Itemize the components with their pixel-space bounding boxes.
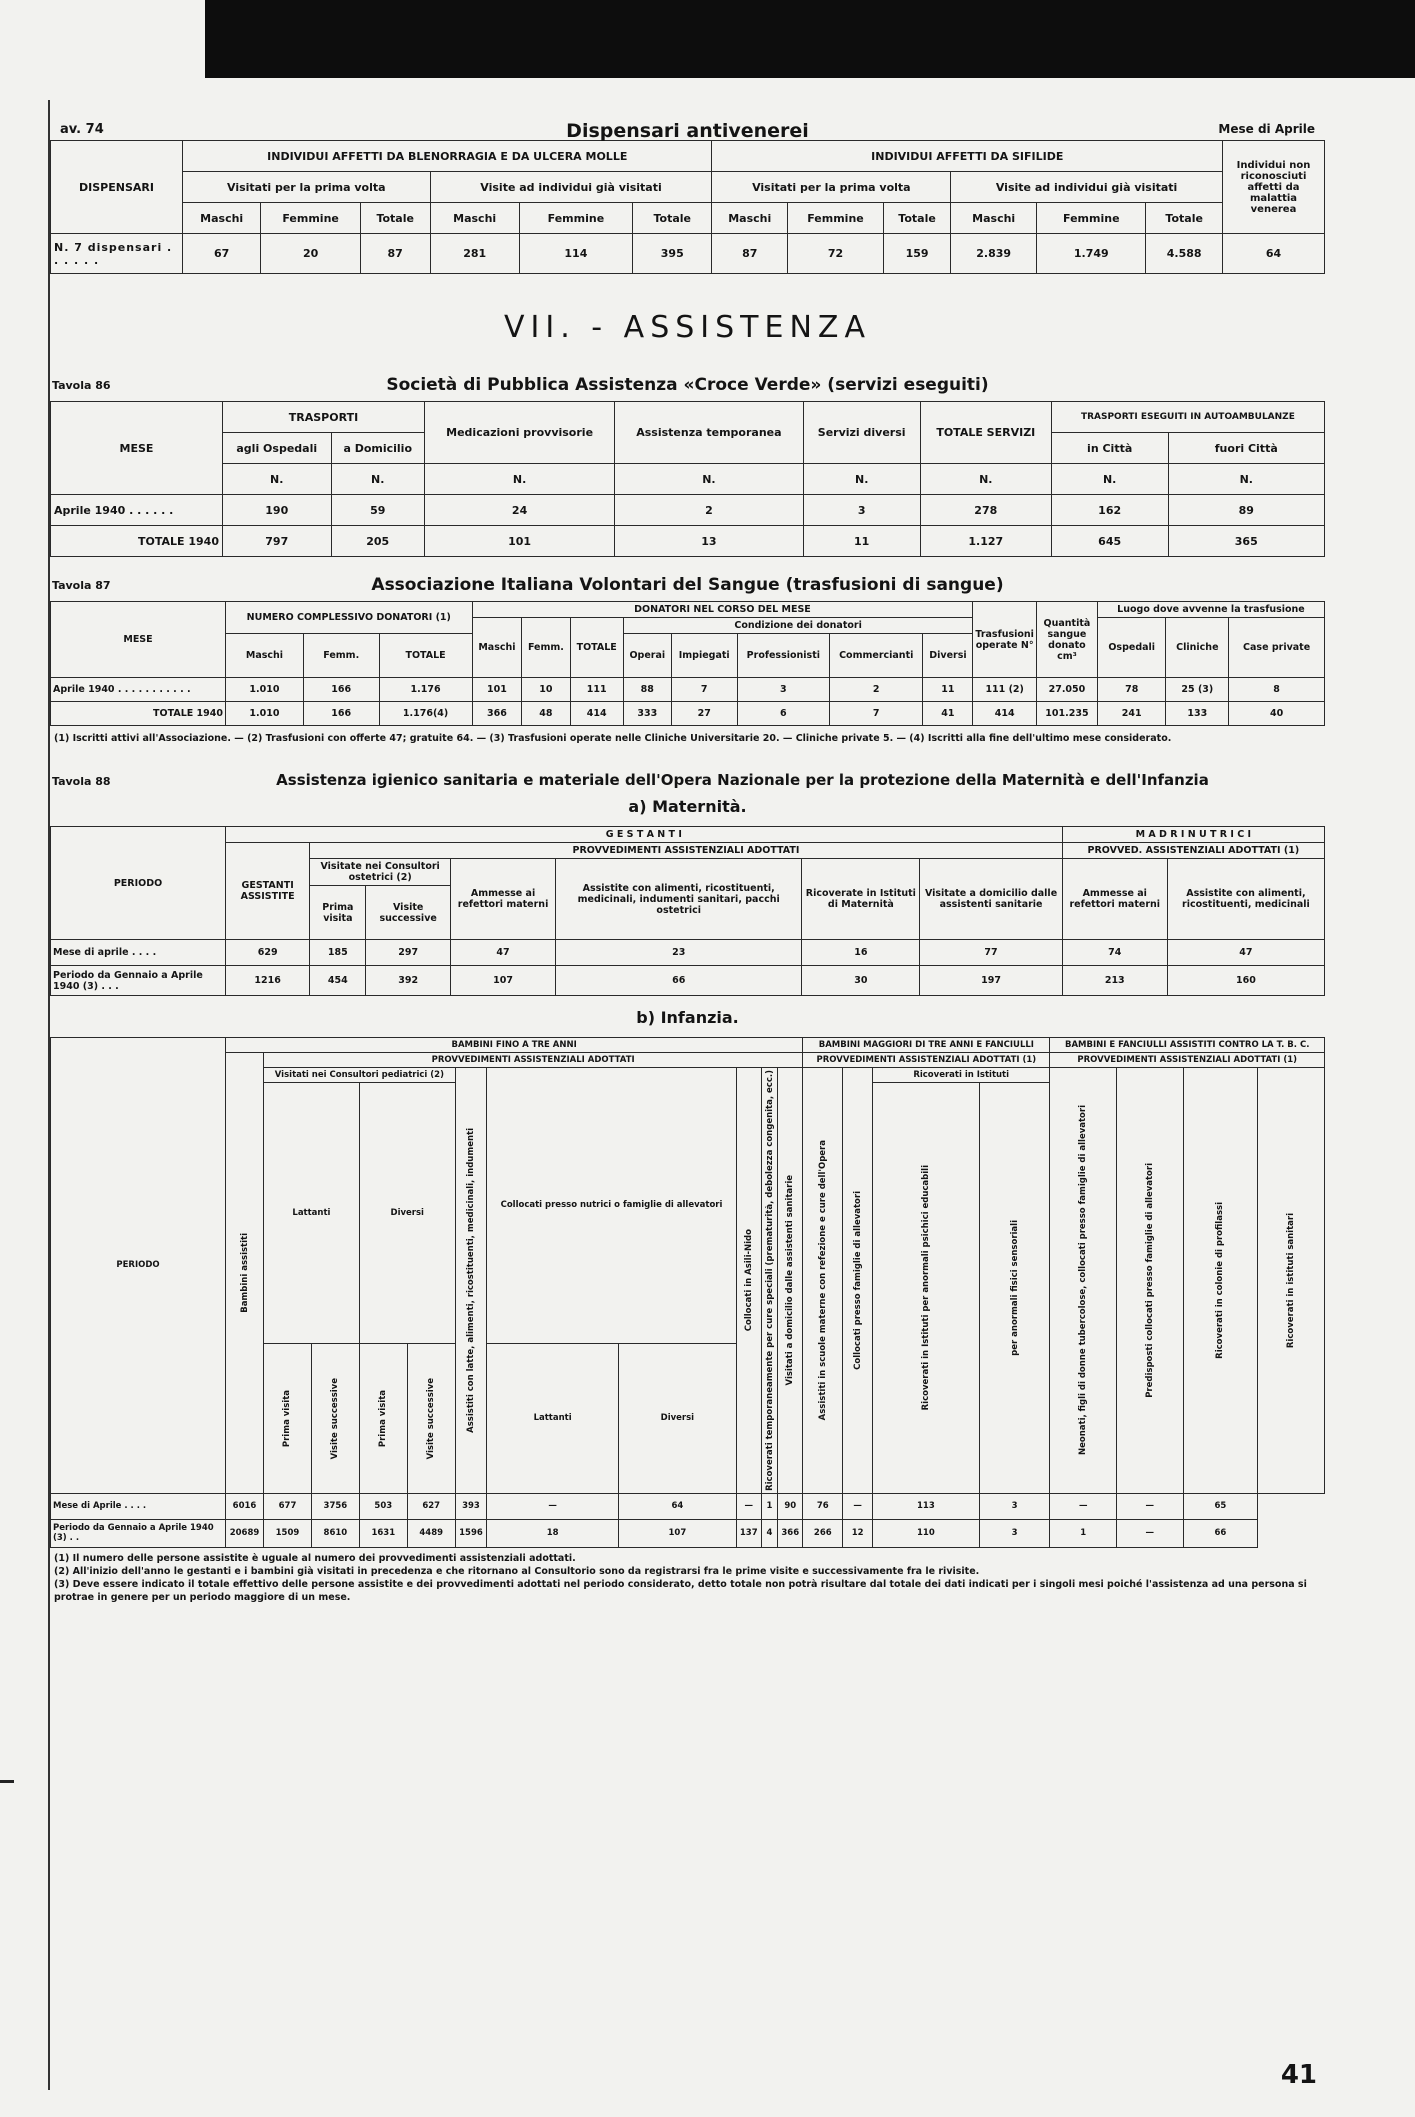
col-diversi: Diversi <box>923 634 973 678</box>
col-ospedali: agli Ospedali <box>223 433 332 464</box>
col-commercianti: Commercianti <box>830 634 923 678</box>
cell: 6016 <box>226 1493 264 1519</box>
table-title: Società di Pubblica Assistenza «Croce Verde» (servizi eseguiti) <box>386 375 989 395</box>
table-row <box>51 678 1325 702</box>
col-nutrici-diversi: Diversi <box>619 1343 737 1493</box>
col-neonati: Neonati, figli di donne tubercolose, collocati presso famiglie di allevatori <box>1078 1105 1089 1456</box>
cell: 4 <box>761 1519 778 1547</box>
cell: 110 <box>872 1519 979 1547</box>
group-bambini-tbc: BAMBINI E FANCIULLI ASSISTITI CONTRO LA T. B. C. <box>1050 1038 1325 1053</box>
table-row <box>51 495 1325 526</box>
cell: 414 <box>973 702 1037 726</box>
row-label-header: PERIODO <box>51 827 226 940</box>
subtitle-infanzia: b) Infanzia. <box>636 1008 739 1027</box>
cell: 89 <box>1168 495 1324 526</box>
table-maternita <box>50 826 1325 996</box>
footnote: (1) Il numero delle persone assistite è uguale al numero dei provvedimenti assistenziali adottati. <box>54 1552 576 1564</box>
table-header-86 <box>50 371 1325 401</box>
cell: 1 <box>761 1493 778 1519</box>
col-head: Femmine <box>1037 203 1146 234</box>
scan-border-top <box>0 0 1415 78</box>
row-label: TOTALE 1940 <box>51 526 223 557</box>
cell: — <box>736 1493 761 1519</box>
col-operai: Operai <box>623 634 671 678</box>
table-row <box>51 1519 1325 1547</box>
col-head: Maschi <box>951 203 1037 234</box>
cell: 297 <box>366 940 451 966</box>
cell: 72 <box>788 234 884 274</box>
cell: 66 <box>1183 1519 1258 1547</box>
cell: 365 <box>1168 526 1324 557</box>
col-collocati-famiglie: Collocati presso famiglie di allevatori <box>852 1191 863 1370</box>
col-totale: TOTALE <box>379 634 472 678</box>
group-blenorragia: INDIVIDUI AFFETTI DA BLENORRAGIA E DA ULCERA MOLLE <box>183 141 712 172</box>
subtitle-maternita: a) Maternità. <box>628 797 747 816</box>
cell: — <box>843 1493 873 1519</box>
unit: N. <box>1051 464 1168 495</box>
cell: 87 <box>712 234 788 274</box>
group-visitati-pediatrici: Visitati nei Consultori pediatrici (2) <box>264 1068 456 1083</box>
cell: 24 <box>424 495 614 526</box>
cell: 278 <box>920 495 1051 526</box>
col-istituti-sanitari: Ricoverati in istituti sanitari <box>1286 1212 1297 1348</box>
cell: 1.010 <box>226 678 304 702</box>
table-row <box>51 1493 1325 1519</box>
subhead: Visite ad individui già visitati <box>951 172 1223 203</box>
col-predisposti: Predisposti collocati presso famiglie di allevatori <box>1144 1163 1155 1398</box>
cell: 1631 <box>359 1519 407 1547</box>
cell: 2 <box>615 495 803 526</box>
cell: 11 <box>923 678 973 702</box>
col-diversi-succ: Visite successive <box>426 1377 437 1460</box>
cell: 87 <box>360 234 430 274</box>
col-assistiti-latte: Assistiti con latte, alimenti, ricostituenti, medicinali, indumenti <box>465 1128 476 1433</box>
table-label: Tavola 86 <box>52 379 111 392</box>
cell: 13 <box>615 526 803 557</box>
table-row <box>51 702 1325 726</box>
table-row <box>51 526 1325 557</box>
cell: 11 <box>803 526 920 557</box>
group-autoambulanze: TRASPORTI ESEGUITI IN AUTOAMBULANZE <box>1051 402 1324 433</box>
cell: 205 <box>331 526 424 557</box>
cell: 74 <box>1062 940 1167 966</box>
row-label: Periodo da Gennaio a Aprile 1940 (3) . . <box>51 1519 226 1547</box>
cell: 266 <box>803 1519 843 1547</box>
cell: 395 <box>633 234 712 274</box>
cell: 16 <box>802 940 920 966</box>
col-asili-nido: Collocati in Asili-Nido <box>743 1229 754 1332</box>
cell: 392 <box>366 966 451 996</box>
cell: 1.127 <box>920 526 1051 557</box>
cell: 1509 <box>264 1519 312 1547</box>
cell: 107 <box>450 966 555 996</box>
row-label: Periodo da Gennaio a Aprile 1940 (3) . . . <box>51 966 226 996</box>
col-totale: TOTALE <box>570 618 623 678</box>
cell: 4.588 <box>1146 234 1223 274</box>
col-ricoverate: Ricoverate in Istituti di Maternità <box>802 859 920 940</box>
table-volontari-sangue <box>50 601 1325 726</box>
col-head: Totale <box>360 203 430 234</box>
cell: 101.235 <box>1036 702 1097 726</box>
col-citta: in Città <box>1051 433 1168 464</box>
col-anormali-fisici: per anormali fisici sensoriali <box>1009 1220 1020 1356</box>
col-quantita: Quantità sangue donato cm³ <box>1036 602 1097 678</box>
col-head: Maschi <box>430 203 519 234</box>
cell: 3 <box>737 678 829 702</box>
table-title: Assistenza igienico sanitaria e materiale dell'Opera Nazionale per la protezione della Maternità e dell'Infanzia <box>276 771 1209 789</box>
cell: 503 <box>359 1493 407 1519</box>
cell: 59 <box>331 495 424 526</box>
cell: 107 <box>619 1519 737 1547</box>
cell: 111 <box>570 678 623 702</box>
group-luogo: Luogo dove avvenne la trasfusione <box>1097 602 1324 618</box>
cell: 66 <box>556 966 802 996</box>
row-label-header: MESE <box>51 402 223 495</box>
cell: 629 <box>226 940 310 966</box>
cell: 162 <box>1051 495 1168 526</box>
cell: 64 <box>619 1493 737 1519</box>
cell: 1.749 <box>1037 234 1146 274</box>
cell: 2.839 <box>951 234 1037 274</box>
cell: 414 <box>570 702 623 726</box>
unit: N. <box>615 464 803 495</box>
cell: 281 <box>430 234 519 274</box>
cell: 40 <box>1229 702 1325 726</box>
cell: 90 <box>778 1493 803 1519</box>
col-maschi: Maschi <box>472 618 522 678</box>
group-provvedimenti-madri: PROVVED. ASSISTENZIALI ADOTTATI (1) <box>1062 843 1324 859</box>
col-lattanti-succ: Visite successive <box>330 1377 341 1460</box>
cell: 3756 <box>311 1493 359 1519</box>
cell: 3 <box>979 1493 1050 1519</box>
table-infanzia <box>50 1037 1325 1548</box>
row-label: Aprile 1940 . . . . . . . . . . . <box>51 678 226 702</box>
col-head: Femmine <box>261 203 360 234</box>
col-assistite-alimenti: Assistite con alimenti, ricostituenti, medicinali, indumenti sanitari, pacchi ostetrici <box>556 859 802 940</box>
col-servizi: Servizi diversi <box>803 402 920 464</box>
cell: 366 <box>472 702 522 726</box>
cell: 6 <box>737 702 829 726</box>
group-lattanti: Lattanti <box>264 1083 360 1344</box>
cell: 645 <box>1051 526 1168 557</box>
cell: 64 <box>1223 234 1325 274</box>
row-label: Mese di aprile . . . . <box>51 940 226 966</box>
col-ospedali: Ospedali <box>1097 618 1166 678</box>
col-fuori: fuori Città <box>1168 433 1324 464</box>
subhead: Visite ad individui già visitati <box>430 172 712 203</box>
col-gestanti-assistite: GESTANTI ASSISTITE <box>226 843 310 940</box>
cell: 241 <box>1097 702 1166 726</box>
col-head: Femmine <box>788 203 884 234</box>
cell: — <box>1116 1519 1183 1547</box>
document-page <box>48 100 1325 2090</box>
table-title: Associazione Italiana Volontari del Sangue (trasfusioni di sangue) <box>371 575 1004 595</box>
col-impiegati: Impiegati <box>671 634 737 678</box>
group-madri: M A D R I N U T R I C I <box>1062 827 1324 843</box>
cell: 160 <box>1167 966 1324 996</box>
cell: 27.050 <box>1036 678 1097 702</box>
scan-border-gap <box>0 0 205 78</box>
cell: 41 <box>923 702 973 726</box>
col-visitati-domicilio: Visitati a domicilio dalle assistenti sanitarie <box>785 1175 796 1386</box>
cell: 8610 <box>311 1519 359 1547</box>
cell: 8 <box>1229 678 1325 702</box>
cell: 197 <box>920 966 1062 996</box>
cell: 23 <box>556 940 802 966</box>
running-head-right: Mese di Aprile <box>1218 122 1315 136</box>
unit: N. <box>223 464 332 495</box>
col-diversi-prima: Prima visita <box>378 1389 389 1447</box>
cell: 454 <box>310 966 366 996</box>
col-head: Maschi <box>712 203 788 234</box>
cell: 1 <box>1050 1519 1117 1547</box>
col-colonie: Ricoverati in colonie di profilassi <box>1215 1202 1226 1359</box>
row-label: Aprile 1940 . . . . . . <box>51 495 223 526</box>
col-domicilio: a Domicilio <box>331 433 424 464</box>
cell: — <box>1050 1493 1117 1519</box>
cell: 12 <box>843 1519 873 1547</box>
unit: N. <box>331 464 424 495</box>
col-head: Femmine <box>519 203 632 234</box>
group-bambini-tre: BAMBINI FINO A TRE ANNI <box>226 1038 803 1053</box>
group-collocati-nutrici: Collocati presso nutrici o famiglie di allevatori <box>487 1068 737 1344</box>
cell: — <box>487 1493 619 1519</box>
cell: 333 <box>623 702 671 726</box>
cell: 4489 <box>407 1519 455 1547</box>
cell: 47 <box>1167 940 1324 966</box>
group-provvedimenti-b1: PROVVEDIMENTI ASSISTENZIALI ADOTTATI (1) <box>803 1053 1050 1068</box>
cell: 159 <box>883 234 950 274</box>
group-diversi: Diversi <box>359 1083 455 1344</box>
cell: 137 <box>736 1519 761 1547</box>
group-gestanti: G E S T A N T I <box>226 827 1063 843</box>
col-cliniche: Cliniche <box>1166 618 1229 678</box>
col-head: Totale <box>1146 203 1223 234</box>
running-head-left: av. 74 <box>60 122 104 137</box>
group-ricoverati-istituti: Ricoverati in Istituti <box>872 1068 1049 1083</box>
cell: 77 <box>920 940 1062 966</box>
table-header-88 <box>50 767 1325 791</box>
cell: 25 (3) <box>1166 678 1229 702</box>
cell: 114 <box>519 234 632 274</box>
col-maschi: Maschi <box>226 634 304 678</box>
col-prima-visita: Prima visita <box>310 886 366 940</box>
col-lattanti-prima: Prima visita <box>282 1389 293 1447</box>
col-ammesse-madri: Ammesse ai refettori materni <box>1062 859 1167 940</box>
cell: 190 <box>223 495 332 526</box>
cell: 101 <box>472 678 522 702</box>
col-head: Totale <box>883 203 950 234</box>
cell: 78 <box>1097 678 1166 702</box>
cell: 88 <box>623 678 671 702</box>
col-trasfusioni: Trasfusioni operate N° <box>973 602 1037 678</box>
cell: 1.176(4) <box>379 702 472 726</box>
col-medicazioni: Medicazioni provvisorie <box>424 402 614 464</box>
section-title: VII. - ASSISTENZA <box>504 310 871 345</box>
col-non-riconosciuti: Individui non riconosciuti affetti da malattia venerea <box>1223 141 1325 234</box>
table-row <box>51 940 1325 966</box>
cell: 20689 <box>226 1519 264 1547</box>
col-head: Maschi <box>183 203 261 234</box>
col-femm: Femm. <box>522 618 570 678</box>
group-visitate: Visitate nei Consultori ostetrici (2) <box>310 859 451 886</box>
group-trasporti: TRASPORTI <box>223 402 425 433</box>
col-scuole-materne: Assistiti in scuole materne con refezione e cure dell'Opera <box>817 1140 828 1421</box>
group-sifilide: INDIVIDUI AFFETTI DA SIFILIDE <box>712 141 1223 172</box>
running-head <box>50 100 1325 140</box>
table-row <box>51 234 1325 274</box>
page-number: 41 <box>1280 2060 1317 2090</box>
table-croce-verde <box>50 401 1325 557</box>
cell: 3 <box>803 495 920 526</box>
footnote: (2) All'inizio dell'anno le gestanti e i bambini già visitati in precedenza e che ritornano al Consultorio sono da registrarsi fra le prime visite e successivamente fra le rivisite. <box>54 1565 980 1577</box>
col-visitate-domicilio: Visitate a domicilio dalle assistenti sanitarie <box>920 859 1062 940</box>
table-label: Tavola 88 <box>52 775 111 788</box>
row-label: Mese di Aprile . . . . <box>51 1493 226 1519</box>
group-bambini-maggiori: BAMBINI MAGGIORI DI TRE ANNI E FANCIULLI <box>803 1038 1050 1053</box>
table-label: Tavola 87 <box>52 579 111 592</box>
cell: 30 <box>802 966 920 996</box>
table-row <box>51 966 1325 996</box>
cell: 797 <box>223 526 332 557</box>
cell: 7 <box>671 678 737 702</box>
cell: 1216 <box>226 966 310 996</box>
unit: N. <box>803 464 920 495</box>
cell: 393 <box>455 1493 487 1519</box>
group-provvedimenti-b2: PROVVEDIMENTI ASSISTENZIALI ADOTTATI (1) <box>1050 1053 1325 1068</box>
cell: 1596 <box>455 1519 487 1547</box>
cell: 1.010 <box>226 702 304 726</box>
group-provvedimenti: PROVVEDIMENTI ASSISTENZIALI ADOTTATI <box>310 843 1062 859</box>
group-donatori-mese: DONATORI NEL CORSO DEL MESE <box>472 602 973 618</box>
cell: 2 <box>830 678 923 702</box>
cell: 185 <box>310 940 366 966</box>
row-label-header: DISPENSARI <box>51 141 183 234</box>
footnotes-87: (1) Iscritti attivi all'Associazione. — (2) Trasfusioni con offerte 47; gratuite 64. — (3) Trasfusioni operate nelle Cliniche Universitarie 20. — Cliniche private 5. — (4) Iscritti alla fine dell'ultimo mese considerato. <box>54 733 1172 744</box>
col-ammesse: Ammesse ai refettori materni <box>450 859 555 940</box>
table-dispensari <box>50 140 1325 274</box>
group-numero-donatori: NUMERO COMPLESSIVO DONATORI (1) <box>226 602 473 634</box>
cell: 48 <box>522 702 570 726</box>
col-femm: Femm. <box>303 634 379 678</box>
cell: 18 <box>487 1519 619 1547</box>
cell: 65 <box>1183 1493 1258 1519</box>
cell: 166 <box>303 678 379 702</box>
cell: 627 <box>407 1493 455 1519</box>
cell: 133 <box>1166 702 1229 726</box>
subhead: Visitati per la prima volta <box>183 172 431 203</box>
cell: 111 (2) <box>973 678 1037 702</box>
cell: 166 <box>303 702 379 726</box>
footnote: (3) Deve essere indicato il totale effettivo delle persone assistite e dei provvedimenti adottati nel periodo considerato, detto totale non potrà risultare dal totale dei dati indicati per i singoli mesi poiché l'assistenza ad una persona si protrae in genere per un periodo maggiore di un mese. <box>54 1578 1307 1603</box>
col-assistite-madri: Assistite con alimenti, ricostituenti, medicinali <box>1167 859 1324 940</box>
cell: — <box>1116 1493 1183 1519</box>
cell: 76 <box>803 1493 843 1519</box>
col-professionisti: Professionisti <box>737 634 829 678</box>
col-ricoverati-temp: Ricoverati temporaneamente per cure speciali (prematurità, debolezza congenita, ecc.) <box>764 1070 775 1491</box>
col-totale: TOTALE SERVIZI <box>920 402 1051 464</box>
unit: N. <box>1168 464 1324 495</box>
cell: 213 <box>1062 966 1167 996</box>
cell: 7 <box>830 702 923 726</box>
col-visite-successive: Visite successive <box>366 886 451 940</box>
col-case: Case private <box>1229 618 1325 678</box>
cell: 113 <box>872 1493 979 1519</box>
cell: 1.176 <box>379 678 472 702</box>
subhead: Visitati per la prima volta <box>712 172 951 203</box>
unit: N. <box>424 464 614 495</box>
col-assistenza: Assistenza temporanea <box>615 402 803 464</box>
cell: 10 <box>522 678 570 702</box>
cell: 101 <box>424 526 614 557</box>
row-label-header: MESE <box>51 602 226 678</box>
cell: 67 <box>183 234 261 274</box>
col-anormali-psichici: Ricoverati in Istituti per anormali psichici educabili <box>920 1165 931 1411</box>
row-label-header: PERIODO <box>51 1038 226 1494</box>
col-bambini-assistiti: Bambini assistiti <box>239 1233 250 1313</box>
group-provvedimenti-b: PROVVEDIMENTI ASSISTENZIALI ADOTTATI <box>264 1053 803 1068</box>
table-header-87 <box>50 571 1325 601</box>
cell: 677 <box>264 1493 312 1519</box>
cell: 3 <box>979 1519 1050 1547</box>
footnotes-88 <box>54 1552 1321 1604</box>
row-label: TOTALE 1940 <box>51 702 226 726</box>
group-condizione: Condizione dei donatori <box>623 618 973 634</box>
cell: 27 <box>671 702 737 726</box>
col-head: Totale <box>633 203 712 234</box>
scan-mark <box>0 1780 14 1783</box>
cell: 20 <box>261 234 360 274</box>
unit: N. <box>920 464 1051 495</box>
col-nutrici-lattanti: Lattanti <box>487 1343 619 1493</box>
running-head-title: Dispensari antivenerei <box>566 120 809 142</box>
row-label: N. 7 dispensari . . . . . . <box>51 234 183 274</box>
cell: 366 <box>778 1519 803 1547</box>
cell: 47 <box>450 940 555 966</box>
